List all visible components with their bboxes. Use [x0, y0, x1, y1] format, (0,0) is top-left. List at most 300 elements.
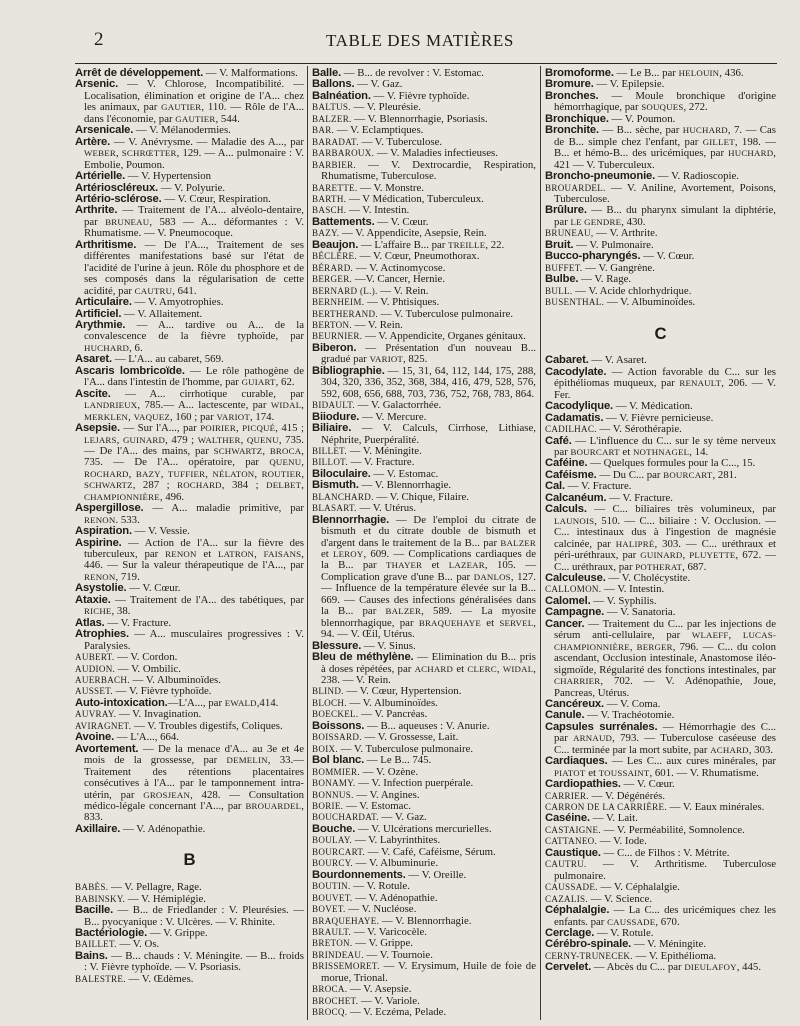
entry-headword: Boissons.: [312, 719, 365, 732]
index-entry: [545, 859, 776, 882]
entry-text: — V. Eczéma, Pelade.: [347, 1006, 447, 1019]
index-entry: [75, 240, 304, 297]
entry-headword: BLANCHARD.: [312, 491, 374, 502]
entry-text: — V. Blennorrhagie, Psoriasis.: [351, 112, 488, 125]
entry-text: — V. Vessie.: [131, 525, 190, 538]
entry-headword: Asystolie.: [75, 582, 127, 595]
entry-text: — V. Gaz.: [378, 811, 427, 824]
entry-headword: Artérielle.: [75, 170, 126, 183]
entry-headword: Café.: [545, 434, 572, 447]
entry-headword: Atlas.: [75, 616, 105, 629]
entry-headword: Caséine.: [545, 812, 590, 825]
entry-text: — V. Tuberculose pulmonaire.: [377, 307, 514, 320]
entry-text: — V. Nucléose.: [345, 903, 417, 916]
entry-text: — V. Eclamptiques.: [334, 124, 424, 137]
entry-headword: Biliaire.: [312, 422, 352, 435]
entry-headword: BLOCH.: [312, 697, 347, 708]
entry-text: — V. Blennorrhagie.: [379, 914, 472, 927]
index-entry: [312, 778, 536, 789]
page-number: 2: [94, 29, 104, 50]
entry-headword: Auto-intoxication.: [75, 696, 168, 709]
entry-headword: Aspergillose.: [75, 502, 144, 515]
entry-headword: Ascaris lombricoïde.: [75, 364, 185, 377]
entry-headword: AVIRAGNET.: [75, 720, 132, 731]
entry-headword: BOUVET.: [312, 892, 353, 903]
entry-text: — V. Rein.: [377, 284, 429, 297]
entry-headword: Arthrite.: [75, 204, 118, 217]
index-column-2: [312, 68, 536, 1018]
entry-headword: Caféisme.: [545, 468, 597, 481]
entry-text: — V. Arthrite.: [593, 227, 658, 240]
index-entry: [312, 446, 536, 457]
entry-headword: BRAQUEHAYE.: [312, 915, 380, 926]
entry-text: — V. Tournoie.: [363, 948, 433, 961]
index-entry: [75, 423, 304, 503]
entry-headword: BARBAROUX.: [312, 148, 375, 159]
entry-headword: BOVET.: [312, 904, 346, 915]
entry-headword: Arrêt de développement.: [75, 67, 204, 79]
index-entry: [545, 205, 776, 228]
entry-text: — V. Syphilis.: [590, 594, 657, 607]
entry-text: — V. Cœur.: [620, 778, 675, 791]
index-entry: [545, 882, 776, 893]
entry-headword: Asepsie.: [75, 422, 120, 435]
entry-text: — V. Cœur, Hypertension.: [343, 685, 462, 698]
entry-text: — Action favorable du C... sur les épithéliomas muqueux, par RENAULT, 206. — V. Fer.: [554, 365, 776, 401]
entry-headword: Biiodure.: [312, 410, 360, 423]
entry-headword: Bucco-pharyngés.: [545, 250, 641, 263]
entry-headword: Bismuth.: [312, 479, 359, 492]
index-entry: [312, 91, 536, 102]
entry-headword: Cardiopathies.: [545, 778, 621, 791]
index-entry: [545, 251, 776, 262]
entry-headword: BROCHET.: [312, 995, 359, 1006]
entry-text: — V. Radioscopie.: [655, 170, 739, 183]
entry-headword: Ataxie.: [75, 593, 111, 606]
entry-headword: BOURCY.: [312, 858, 353, 869]
entry-text: — V. Méningite.: [631, 938, 707, 951]
index-entry: [312, 755, 536, 766]
entry-text: — Traitement de l'A... alvéolo-dentaire, par BRUNEAU, 583 — A... déformantes : V. Rhumatisme. — V. Pneumocoque.: [84, 204, 304, 240]
entry-headword: BOUCHARDAT.: [312, 812, 379, 823]
index-column-1: [75, 68, 304, 1018]
entry-text: — V. Ozène.: [359, 765, 419, 778]
entry-headword: BERTON.: [312, 319, 352, 330]
entry-text: — V Médication, Tuberculeux.: [346, 192, 484, 205]
entry-headword: Cardiaques.: [545, 755, 608, 768]
entry-headword: CASTAIGNE.: [545, 824, 601, 835]
entry-text: — V. Chique, Filaire.: [373, 490, 469, 503]
entry-headword: Bromure.: [545, 78, 594, 91]
entry-text: — V. Albuminoïdes.: [346, 696, 438, 709]
entry-headword: Arythmie.: [75, 318, 126, 331]
entry-text: — Le B... par HELOUIN, 436.: [613, 67, 744, 79]
entry-headword: Beaujon.: [312, 238, 359, 251]
entry-headword: Bronchite.: [545, 124, 599, 137]
entry-text: — V. Dextrocardie, Respiration, Rhumatisme, Tuberculose.: [321, 158, 536, 183]
index-entry: [312, 492, 536, 503]
entry-text: —V. Cancer, Hernie.: [352, 273, 446, 286]
entry-headword: CAUSSADE.: [545, 882, 598, 893]
entry-headword: CERNY-TRUNECEK.: [545, 950, 633, 961]
entry-headword: Cacodylate.: [545, 365, 607, 378]
entry-headword: Calomel.: [545, 594, 591, 607]
index-entry: [75, 205, 304, 239]
entry-text: — V. Fièvre typhoïde.: [112, 685, 212, 698]
index-entry: [312, 423, 536, 446]
entry-text: — V. Pellagre, Rage.: [108, 881, 202, 894]
entry-text: — V. Rotule.: [350, 880, 410, 893]
entry-headword: Cadamatis.: [545, 411, 604, 424]
entry-text: — V. Blennorrhagie.: [358, 479, 452, 492]
entry-headword: Arsenicale.: [75, 124, 134, 137]
entry-text: — V. Fracture.: [564, 480, 632, 493]
entry-text: — V. Ulcérations mercurielles.: [355, 822, 492, 835]
entry-headword: Bibliographie.: [312, 364, 385, 377]
entry-text: — V. Allaitement.: [121, 307, 203, 320]
entry-text: — Les C... aux cures minérales, par PIATOT et TOUSSAINT, 601. — V. Rhumatisme.: [554, 755, 776, 779]
index-entry: [545, 619, 776, 699]
entry-text: — V. Invagination.: [116, 708, 202, 721]
entry-text: — V. Dégénérés.: [588, 789, 666, 802]
entry-text: — V. Epilepsie.: [593, 78, 665, 91]
entry-headword: CAUTRU.: [545, 859, 587, 870]
entry-text: — Moule bronchique d'origine hémorrhagique, par SOUQUES, 272.: [554, 89, 776, 114]
index-column-3: [545, 68, 776, 1018]
entry-text: — V. Malformations.: [203, 67, 298, 79]
index-entry: [312, 870, 536, 881]
entry-text: — V. Acide chlorhydrique.: [572, 284, 692, 297]
entry-headword: BERNHEIM.: [312, 297, 365, 308]
entry-text: — Hémorrhagie des C... par ARNAUD, 793. — Tuberculose caséeuse des C... terminée par la mort subite, par ACHARD, 303.: [554, 720, 776, 756]
entry-text: — V. Fièvre typhoïde.: [370, 89, 470, 102]
entry-headword: BALTUS.: [312, 102, 351, 113]
entry-text: — V. Pleurésie.: [350, 101, 421, 114]
entry-headword: Céphalalgie.: [545, 904, 610, 917]
entry-text: — V. Perméabilité, Somnolence.: [600, 823, 745, 836]
entry-text: — V. Chlorose, Incompatibilité. — Localisation, élimination et origine de l'A... chez les animaux, par GAUTIER, 110. — Rôle de l'A... dans l'économie, par GAUTIER, 544.: [84, 78, 304, 125]
entry-headword: Bouche.: [312, 822, 356, 835]
entry-text: — B... du pharynx simulant la diphtérie, par LE GENDRE, 430.: [554, 204, 776, 228]
entry-text: — V. Grippe.: [147, 927, 208, 940]
entry-text: — V. Fracture.: [104, 616, 172, 629]
entry-text: — V. Fracture.: [606, 491, 673, 504]
index-entry: [75, 744, 304, 824]
entry-text: — C... de Filhos : V. Métrite.: [600, 846, 730, 859]
index-entry: [75, 928, 304, 939]
index-entry: [75, 320, 304, 354]
entry-text: — Sur l'A..., par POIRIER, PICQUÉ, 415 ; LEJARS, GUINARD, 479 ; WALTHER, QUENU, 735. — De l'A... des mains, par SCHWARTZ, BROCA, 735. — De l'A... opératoire, par QUENU, ROCHARD, BAZY, TUFFIER, NÉLATON, ROUTIER, SCHWARTZ, 287 ; ROCHARD, 384 ; DELBET, CHAMPIONNIÈRE, 496.: [84, 422, 305, 503]
entry-headword: BABINSKY.: [75, 893, 126, 904]
entry-headword: Atrophies.: [75, 628, 129, 641]
entry-text: — L'A..., 664.: [114, 731, 179, 744]
entry-text: — V. Café, Caféisme, Sérum.: [365, 845, 496, 858]
entry-text: — V. Estomac.: [343, 800, 411, 812]
entry-headword: Cancéreux.: [545, 697, 604, 710]
entry-headword: Campagne.: [545, 606, 605, 619]
entry-headword: CATTANEO.: [545, 836, 598, 847]
entry-headword: BONAMY.: [312, 778, 356, 789]
entry-text: — V. Poumon.: [608, 112, 676, 125]
entry-headword: Cabaret.: [545, 354, 589, 367]
entry-headword: Arthritisme.: [75, 238, 137, 251]
index-entry: [312, 309, 536, 320]
entry-text: — V. Aniline, Avortement, Poisons, Tuberculose.: [554, 181, 776, 205]
index-entry: [75, 905, 304, 928]
entry-text: — V. Sanatoria.: [604, 606, 676, 619]
entry-headword: Balle.: [312, 67, 342, 79]
entry-headword: Artificiel.: [75, 307, 122, 320]
entry-headword: CALLOMON.: [545, 584, 602, 595]
entry-text: — V. Cœur, Pneumothorax.: [356, 250, 480, 263]
entry-headword: BLASART.: [312, 503, 357, 514]
entry-headword: BAILLET.: [75, 939, 117, 950]
entry-text: — Action de l'A... sur la fièvre des tuberculeux, par RENON et LATRON, FAISANS, 446. — Sur la valeur thérapeutique de l'A..., par RENON, 719.: [84, 536, 304, 583]
entry-headword: BERNARD (L.).: [312, 285, 378, 296]
entry-headword: AUBERT.: [75, 652, 115, 663]
entry-headword: BALZER.: [312, 113, 352, 124]
entry-text: — V. Maladies infectieuses.: [374, 147, 498, 160]
entry-text: — V. Sinus.: [361, 639, 416, 652]
entry-text: — V. Tuberculose.: [358, 135, 443, 148]
entry-text: — B... de Friedlander : V. Pleurésies. — B... pyocyanique : V. Ulcères. — V. Rhinite.: [84, 904, 304, 928]
entry-text: — V. Actinomycose.: [353, 261, 446, 274]
entry-text: — V. Science.: [587, 892, 653, 905]
entry-text: — V. Albuminoïdes.: [604, 296, 696, 309]
entry-text: — Traitement du C... par les injections de sérum anti-cellulaire, par WLAEFF, LUCAS-CHAMPIONNIÈRE, BERGER, 796. — C... du colon ascendant, Occlusion intestinale, Anastomose iléo-sigmoïde, Régularité des fonctions intestinales, par CHARRIER, 702. — V. Adénopathie, Joue, Pancreas, Utérus.: [554, 617, 776, 699]
entry-text: — V. Arthritisme. Tuberculose pulmonaire.: [554, 858, 776, 882]
entry-headword: BABÈS.: [75, 882, 109, 893]
index-entry: [312, 927, 536, 938]
entry-headword: AUSSET.: [75, 686, 113, 697]
entry-headword: Bulbe.: [545, 273, 579, 286]
index-entry: [545, 367, 776, 401]
index-entry: [75, 652, 304, 663]
entry-headword: Cancer.: [545, 617, 585, 630]
entry-text: — V. Albuminurie.: [352, 857, 439, 870]
entry-headword: Arsenic.: [75, 78, 119, 91]
entry-headword: Avortement.: [75, 742, 139, 755]
entry-text: — V. Asaret.: [588, 354, 647, 367]
entry-text: — V. Polyurie.: [158, 181, 226, 194]
entry-text: — V. Epithélioma.: [632, 949, 717, 962]
entry-headword: Axillaire.: [75, 822, 121, 835]
entry-headword: BAR.: [312, 125, 335, 136]
index-entry: [545, 436, 776, 459]
entry-headword: Cerclage.: [545, 927, 595, 940]
entry-text: — B... chauds : V. Méningite. — B... froids : V. Fièvre typhoïde. — V. Psoriasis.: [84, 949, 304, 974]
entry-text: — V. Cholécystite.: [605, 571, 691, 584]
entry-headword: BUSENTHAL.: [545, 297, 605, 308]
entry-headword: BOUTIN.: [312, 881, 351, 892]
entry-headword: Avoine.: [75, 731, 115, 744]
entry-text: — V. Iode.: [597, 835, 647, 848]
entry-headword: BRISSEMORET.: [312, 961, 380, 972]
index-entry: [75, 366, 304, 389]
entry-headword: AUVRAY.: [75, 709, 117, 720]
entry-text: — V. Troubles digestifs, Coliques.: [131, 719, 283, 732]
entry-text: — V. Angines.: [353, 788, 420, 801]
entry-headword: Canule.: [545, 709, 585, 722]
index-entry: [545, 424, 776, 435]
index-entry: [312, 160, 536, 183]
entry-text: — V. Estomac.: [370, 467, 439, 480]
entry-headword: Blennorrhagie.: [312, 513, 390, 526]
entry-text: — V. Erysimum, Huile de foie de morue, Trional.: [321, 960, 536, 984]
entry-text: — V. Gaz.: [354, 78, 403, 91]
entry-text: — L'influence du C... sur le sy tème nerveux par BOURCART et NOTHNAGEL, 14.: [554, 434, 776, 458]
entry-text: — V. Ombilic.: [115, 662, 181, 675]
entry-text: — V. Amyotrophies.: [131, 296, 224, 309]
entry-headword: Bains.: [75, 949, 108, 962]
entry-headword: BILLOT.: [312, 457, 348, 468]
entry-headword: BRUNEAU,: [545, 228, 594, 239]
entry-headword: Articulaire.: [75, 296, 132, 309]
entry-text: — V. Cœur.: [126, 582, 181, 595]
entry-text: — V. Intestin.: [346, 204, 410, 217]
entry-headword: BILLET.: [312, 445, 347, 456]
index-entry: [312, 515, 536, 641]
index-entry: [545, 905, 776, 928]
index-entry: [545, 825, 776, 836]
entry-text: — La C... des uricémiques chez les enfants. par CAUSSADE, 670.: [554, 904, 776, 928]
entry-headword: BOIX.: [312, 743, 338, 754]
index-entry: [545, 183, 776, 206]
entry-text: — B... de revolver : V. Estomac.: [341, 67, 484, 79]
entry-text: — V. Rotule.: [594, 927, 654, 940]
entry-headword: Biloculaire.: [312, 467, 371, 480]
entry-headword: Caustique.: [545, 846, 601, 859]
entry-headword: Calculeuse.: [545, 571, 606, 584]
entry-headword: CARRON DE LA CARRIÈRE.: [545, 802, 667, 813]
index-entry: [545, 722, 776, 756]
index-entry: [75, 824, 304, 835]
entry-headword: BALESTRE.: [75, 973, 126, 984]
entry-headword: Blessure.: [312, 639, 362, 652]
entry-text: — Elimination du B... pris à doses répétées, par ACHARD et CLERC, WIDAL, 238. — V. Rein.: [321, 651, 536, 687]
index-entry: [75, 629, 304, 652]
entry-text: — V. Cœur.: [640, 250, 695, 263]
entry-text: — V. Méningite.: [346, 444, 422, 457]
entry-headword: Bronches.: [545, 89, 599, 102]
entry-text: — De l'A..., Traitement de ses différentes manifestations basé sur l'état de l'acidité de l'urine à jeun. Rôle du phosphore et de ses composés dans la régularisation de cette acidité, par CAUTRU, 641.: [84, 238, 304, 297]
entry-headword: BOMMIER.: [312, 766, 360, 777]
entry-text: — Présentation d'un nouveau B... gradué par VARIOT, 825.: [321, 341, 536, 366]
entry-headword: AUERBACH.: [75, 675, 130, 686]
entry-text: — V. Eaux minérales.: [666, 801, 765, 814]
entry-headword: Ballons.: [312, 78, 355, 91]
entry-text: — B... aqueuses : V. Anurie.: [364, 719, 490, 732]
entry-headword: BARETTE.: [312, 182, 358, 193]
entry-text: — Du C... par BOURCART, 281.: [596, 468, 737, 481]
entry-headword: BERTHERAND.: [312, 308, 378, 319]
entry-headword: Battements.: [312, 215, 375, 228]
entry-text: — V. Pancréas.: [358, 708, 428, 721]
entry-text: — B... sèche, par HUCHARD, 7. — Cas de B... simple chez l'enfant, par GILLET, 198. — B... et hémo-B... des uricémiques, par HUCHARD, 421 — V. Tuberculeux.: [554, 124, 776, 171]
entry-text: — V. Labyrinthites.: [352, 834, 441, 847]
index-entry: [75, 503, 304, 526]
entry-headword: Cérébro-spinale.: [545, 938, 632, 951]
entry-headword: BROUARDEL.: [545, 182, 606, 193]
entry-headword: AUDION.: [75, 663, 116, 674]
entry-headword: Biberon.: [312, 341, 357, 354]
entry-headword: BULL.: [545, 285, 573, 296]
index-entry: [545, 125, 776, 171]
entry-text: — V. Gangrène.: [582, 261, 655, 274]
entry-text: — V. Monstre.: [357, 181, 424, 194]
entry-headword: Bronchique.: [545, 112, 609, 125]
entry-headword: Ascite.: [75, 387, 111, 400]
entry-text: — V. Appendicite, Organes génitaux.: [362, 330, 527, 343]
index-entry: [75, 137, 304, 171]
index-entry: [545, 297, 776, 308]
index-entry: [75, 538, 304, 584]
entry-headword: CAZALIS.: [545, 893, 588, 904]
entry-text: — De l'emploi du citrate de bismuth et du citrate double de bismuth et d'argent dans le traitement de la B... par BALZER et LEROY, 609. — Complications cardiaques de la B... par THAYER et LAZEAR, 105. — Complication grave d'une B... par DANLOS, 127. — Influence de la température élevée sur la B... 669. — Causes des infections généralisées dans la B... par BALZER, 589. — La myosite blennorrhagique, par BRAQUEHAYE et SERVEL, 94. — V. Œil, Utérus.: [321, 513, 537, 641]
entry-headword: BRAULT.: [312, 926, 352, 937]
entry-text: — L'affaire B... par TREILLE, 22.: [358, 238, 505, 251]
entry-headword: Bromoforme.: [545, 67, 614, 79]
entry-headword: Cervelet.: [545, 961, 592, 974]
index-entry: [75, 79, 304, 125]
entry-text: — V. Pulmonaire.: [573, 238, 654, 251]
entry-headword: Calcanéum.: [545, 491, 607, 504]
entry-text: — V. Rein.: [351, 318, 403, 331]
entry-headword: Aspirine.: [75, 536, 122, 549]
entry-headword: Capsules surrénales.: [545, 720, 658, 733]
section-letter: B: [183, 850, 196, 870]
index-entry: [545, 91, 776, 114]
entry-text: — V. Phtisiques.: [364, 296, 440, 309]
entry-text: — V. Adénopathie.: [120, 822, 206, 835]
entry-text: — V. Coma.: [604, 697, 661, 710]
entry-headword: BERGER.: [312, 274, 353, 285]
entry-text: — V. Calculs, Cirrhose, Lithiase, Néphrite, Puerpéralité.: [321, 422, 536, 446]
header-rule: [75, 63, 777, 64]
entry-headword: Broncho-pneumonie.: [545, 170, 656, 183]
entry-text: — V. Hypertension: [125, 170, 212, 183]
entry-headword: Artérioscléreux.: [75, 181, 159, 194]
index-entry: [312, 343, 536, 366]
index-entry: [312, 961, 536, 984]
entry-text: —L'A..., par EWALD,414.: [167, 696, 279, 709]
index-entry: [545, 962, 776, 973]
entry-headword: Bourdonnements.: [312, 868, 406, 881]
entry-headword: Bleu de méthylène.: [312, 651, 414, 664]
entry-headword: BRETON.: [312, 938, 353, 949]
entry-text: — V. Cœur.: [374, 215, 429, 228]
entry-text: — V. Appendicite, Asepsie, Rein.: [339, 227, 487, 240]
entry-text: — V. Grippe.: [352, 937, 413, 950]
entry-text: — V. Oreille.: [405, 868, 467, 881]
entry-text: — V. Fièvre pernicieuse.: [603, 411, 714, 424]
entry-text: — V. Grossesse, Lait.: [361, 731, 459, 744]
entry-text: — A... maladie primitive, par RENON. 533.: [84, 502, 304, 526]
entry-text: — V. Tuberculose pulmonaire.: [337, 742, 474, 755]
section-letter: C: [654, 323, 667, 343]
entry-headword: BONNUS.: [312, 789, 354, 800]
entry-headword: BARADAT.: [312, 136, 359, 147]
entry-text: — Traitement de l'A... des tabétiques, par RICHE, 38.: [84, 593, 304, 618]
entry-headword: Calculs.: [545, 503, 587, 516]
entry-text: — V. Asepsie.: [347, 983, 412, 996]
entry-text: — V. Cœur, Respiration.: [161, 192, 271, 205]
entry-headword: CARRIER.: [545, 790, 589, 801]
entry-text: — Le rôle pathogène de l'A... dans l'intestin de l'homme, par GUIART, 62.: [84, 364, 304, 389]
entry-headword: BEURNIER.: [312, 331, 363, 342]
index-entry: [75, 974, 304, 985]
entry-headword: Bruit.: [545, 238, 574, 251]
